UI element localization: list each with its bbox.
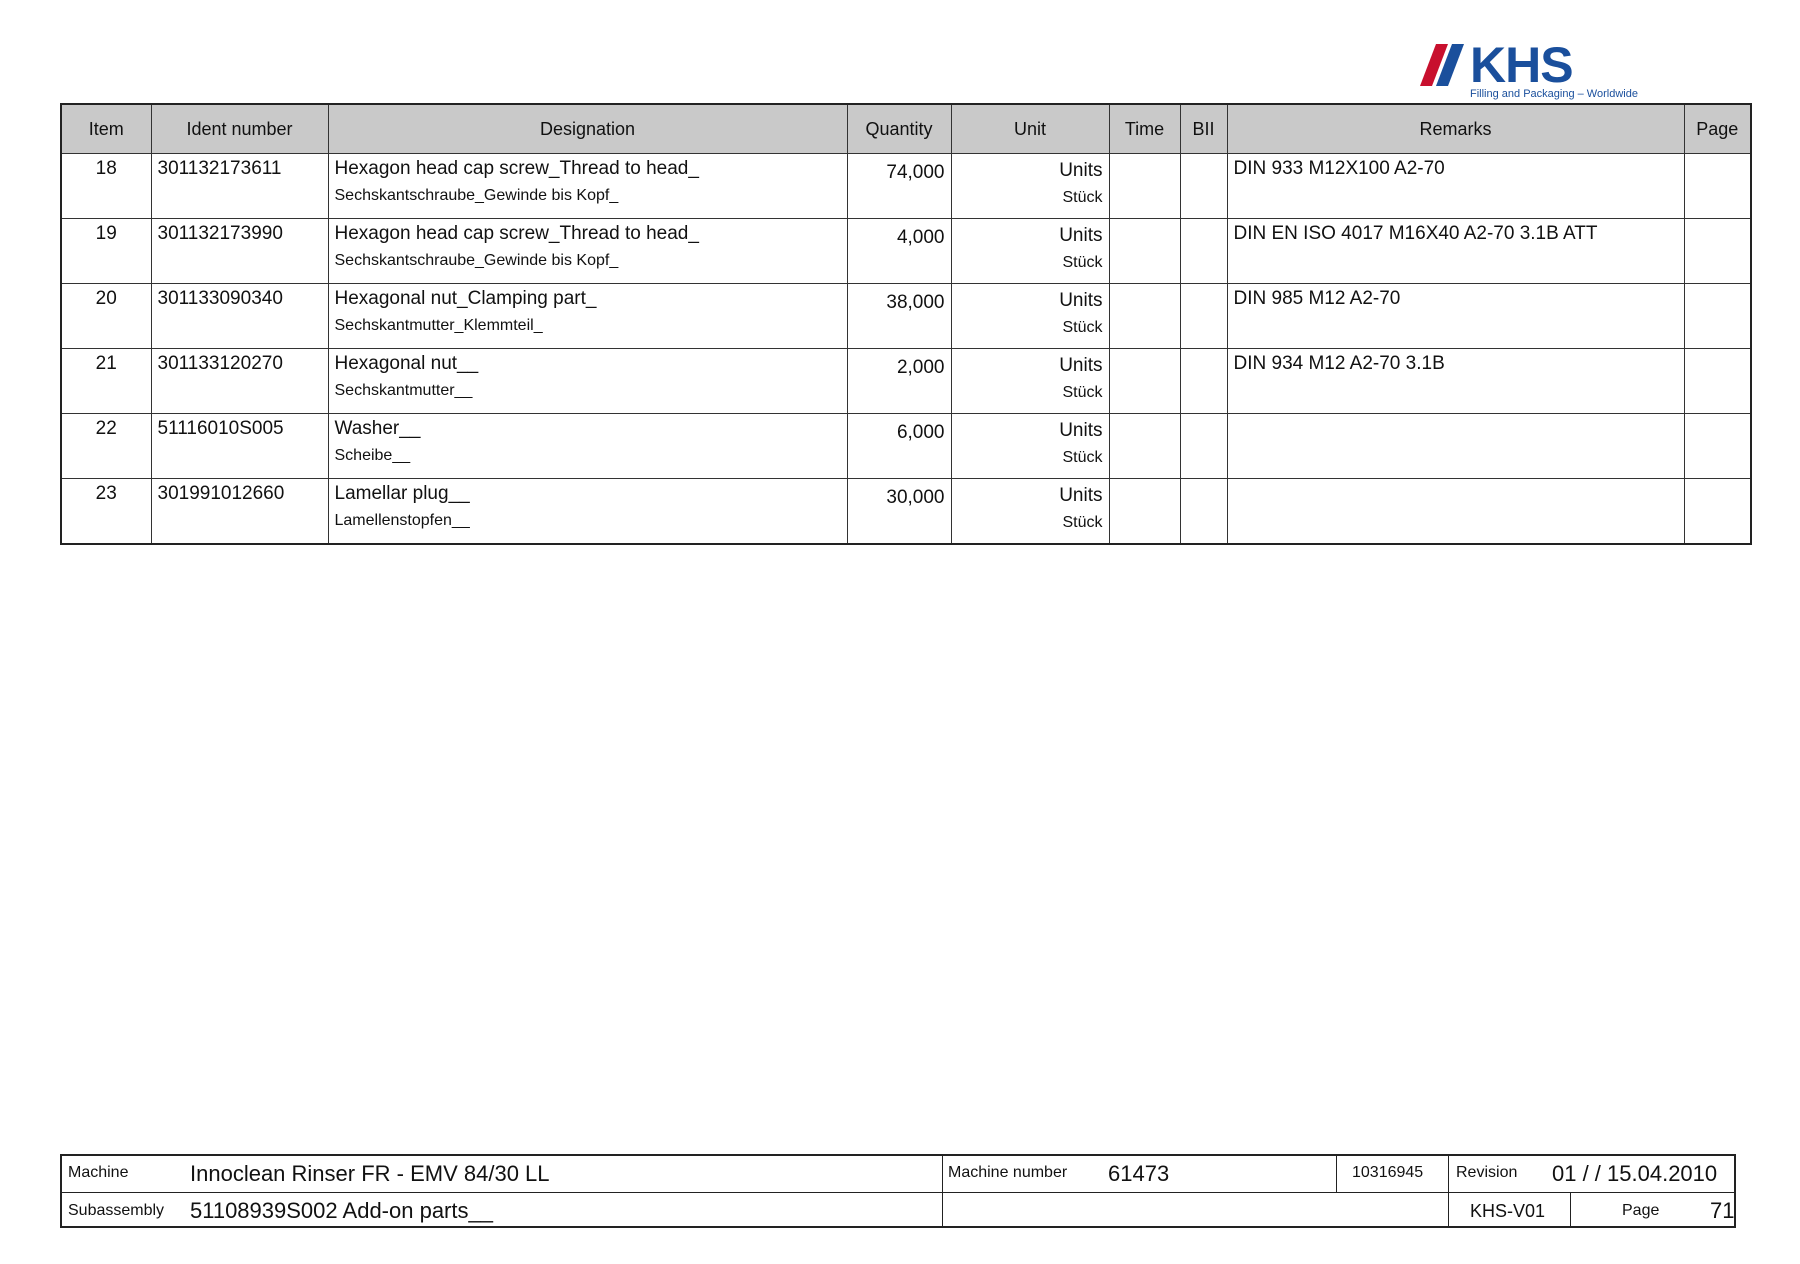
cell-unit	[951, 414, 1109, 479]
header-bii: BII	[1180, 104, 1227, 154]
unit-en: Units	[1059, 420, 1103, 441]
cell-unit	[951, 219, 1109, 284]
logo-brand: KHS	[1470, 37, 1573, 93]
cell-bii	[1180, 219, 1227, 284]
cell-designation	[328, 284, 847, 349]
cell-unit	[951, 349, 1109, 414]
cell-item: 19	[61, 219, 151, 284]
designation-en: Lamellar plug__	[334, 483, 470, 504]
unit-en: Units	[1059, 160, 1103, 181]
unit-de: Stück	[1062, 254, 1103, 271]
table-row	[61, 479, 1751, 545]
cell-quantity: 2,000	[847, 349, 951, 414]
header-item: Item	[61, 104, 151, 154]
cell-designation	[328, 479, 847, 545]
cell-page	[1684, 154, 1751, 219]
revision-label: Revision	[1456, 1164, 1518, 1181]
cell-item: 20	[61, 284, 151, 349]
cell-designation	[328, 349, 847, 414]
machine-number-label: Machine number	[948, 1164, 1068, 1181]
cell-ident-number: 301133120270	[151, 349, 328, 414]
unit-de: Stück	[1062, 319, 1103, 336]
cell-remarks: DIN 933 M12X100 A2-70	[1227, 154, 1684, 219]
cell-bii	[1180, 414, 1227, 479]
designation-de: Lamellenstopfen__	[334, 512, 470, 529]
designation-en: Hexagonal nut_Clamping part_	[334, 288, 597, 309]
revision-value: 01 / / 15.04.2010	[1552, 1161, 1718, 1186]
cell-unit	[951, 479, 1109, 545]
cell-ident-number: 301132173611	[151, 154, 328, 219]
unit-en: Units	[1059, 225, 1103, 246]
header-designation: Designation	[328, 104, 847, 154]
doc-code: KHS-V01	[1470, 1201, 1546, 1221]
cell-remarks	[1227, 414, 1684, 479]
designation-de: Sechskantschraube_Gewinde bis Kopf_	[334, 187, 619, 204]
designation-de: Sechskantmutter_Klemmteil_	[334, 317, 543, 334]
machine-number-value: 61473	[1108, 1161, 1170, 1186]
cell-page	[1684, 219, 1751, 284]
machine-value: Innoclean Rinser FR - EMV 84/30 LL	[190, 1161, 550, 1186]
page-label: Page	[1622, 1202, 1660, 1219]
cell-quantity: 6,000	[847, 414, 951, 479]
footer-divider	[942, 1156, 943, 1228]
page-value: 71	[1710, 1198, 1735, 1223]
cell-quantity: 38,000	[847, 284, 951, 349]
logo-tagline: Filling and Packaging – Worldwide	[1470, 88, 1638, 100]
designation-de: Scheibe__	[334, 447, 411, 464]
designation-en: Hexagon head cap screw_Thread to head_	[334, 158, 699, 179]
cell-time	[1109, 284, 1180, 349]
cell-bii	[1180, 154, 1227, 219]
cell-page	[1684, 479, 1751, 545]
header-page: Page	[1684, 104, 1751, 154]
machine-label: Machine	[68, 1164, 129, 1181]
cell-unit	[951, 154, 1109, 219]
cell-page	[1684, 284, 1751, 349]
khs-stripes-icon	[1418, 40, 1468, 86]
unit-en: Units	[1059, 485, 1103, 506]
designation-en: Hexagonal nut__	[334, 353, 479, 374]
cell-page	[1684, 349, 1751, 414]
cell-page	[1684, 414, 1751, 479]
footer-divider	[62, 1192, 1734, 1193]
unit-de: Stück	[1062, 449, 1103, 466]
footer-divider	[1448, 1156, 1449, 1228]
table-header-row	[61, 104, 1751, 154]
designation-en: Washer__	[334, 418, 421, 439]
unit-de: Stück	[1062, 189, 1103, 206]
cell-designation	[328, 219, 847, 284]
table-row	[61, 414, 1751, 479]
designation-de: Sechskantschraube_Gewinde bis Kopf_	[334, 252, 619, 269]
parts-table	[60, 103, 1752, 545]
footer-divider	[1336, 1156, 1337, 1192]
header-time: Time	[1109, 104, 1180, 154]
cell-bii	[1180, 479, 1227, 545]
unit-de: Stück	[1062, 514, 1103, 531]
cell-designation	[328, 414, 847, 479]
table-row	[61, 284, 1751, 349]
cell-quantity: 74,000	[847, 154, 951, 219]
cell-item: 23	[61, 479, 151, 545]
unit-de: Stück	[1062, 384, 1103, 401]
subassembly-label: Subassembly	[68, 1202, 165, 1219]
header-unit: Unit	[951, 104, 1109, 154]
header-ident-number: Ident number	[151, 104, 328, 154]
cell-time	[1109, 479, 1180, 545]
cell-ident-number: 301133090340	[151, 284, 328, 349]
cell-bii	[1180, 284, 1227, 349]
cell-time	[1109, 414, 1180, 479]
header-remarks: Remarks	[1227, 104, 1684, 154]
cell-item: 22	[61, 414, 151, 479]
cell-time	[1109, 349, 1180, 414]
subassembly-value: 51108939S002 Add-on parts__	[190, 1198, 493, 1223]
cell-remarks: DIN EN ISO 4017 M16X40 A2-70 3.1B ATT	[1227, 219, 1684, 284]
cell-item: 21	[61, 349, 151, 414]
cell-quantity: 30,000	[847, 479, 951, 545]
cell-remarks: DIN 934 M12 A2-70 3.1B	[1227, 349, 1684, 414]
header-quantity: Quantity	[847, 104, 951, 154]
table-row	[61, 349, 1751, 414]
footer-title-block	[60, 1154, 1736, 1228]
designation-de: Sechskantmutter__	[334, 382, 473, 399]
cell-ident-number: 51116010S005	[151, 414, 328, 479]
cell-unit	[951, 284, 1109, 349]
cell-remarks	[1227, 479, 1684, 545]
cell-ident-number: 301132173990	[151, 219, 328, 284]
cell-remarks: DIN 985 M12 A2-70	[1227, 284, 1684, 349]
cell-ident-number: 301991012660	[151, 479, 328, 545]
unit-en: Units	[1059, 290, 1103, 311]
cell-time	[1109, 154, 1180, 219]
order-number: 10316945	[1352, 1164, 1424, 1181]
khs-logo	[1418, 37, 1638, 106]
table-row	[61, 219, 1751, 284]
unit-en: Units	[1059, 355, 1103, 376]
designation-en: Hexagon head cap screw_Thread to head_	[334, 223, 699, 244]
cell-bii	[1180, 349, 1227, 414]
cell-item: 18	[61, 154, 151, 219]
footer-divider	[1570, 1192, 1571, 1228]
table-row	[61, 154, 1751, 219]
cell-designation	[328, 154, 847, 219]
cell-quantity: 4,000	[847, 219, 951, 284]
cell-time	[1109, 219, 1180, 284]
